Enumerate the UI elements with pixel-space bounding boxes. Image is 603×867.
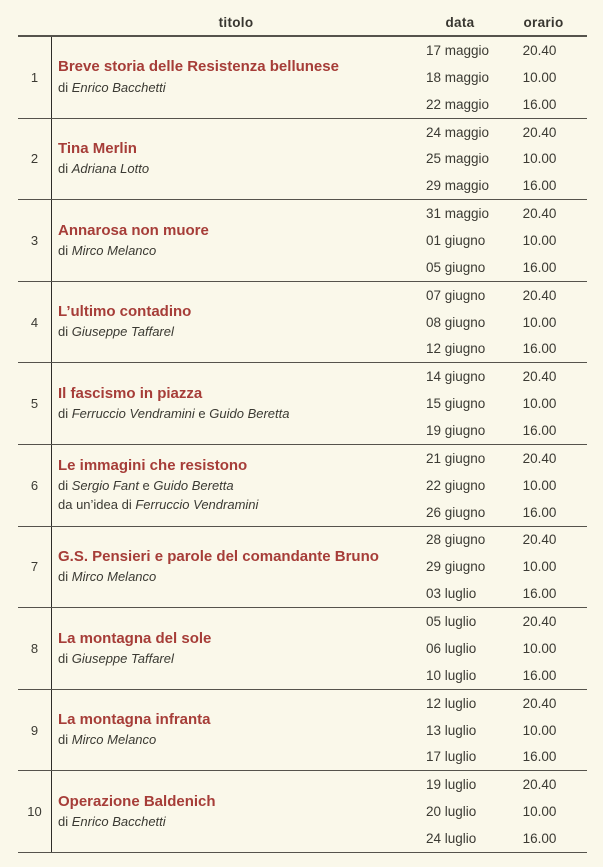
- film-title: Annarosa non muore: [58, 221, 209, 239]
- screening-time: 10.00: [522, 722, 557, 738]
- title-cell: [52, 282, 420, 363]
- screening-date: 13 luglio: [426, 722, 477, 738]
- screening-time: 16.00: [522, 423, 557, 439]
- screening-date: 25 maggio: [426, 151, 490, 167]
- screening-time: 10.00: [522, 69, 557, 85]
- table-row: [18, 690, 587, 772]
- table-row: [18, 37, 587, 119]
- table-header-row: [18, 0, 587, 37]
- screening-time: 16.00: [522, 259, 557, 275]
- table-row: [18, 282, 587, 364]
- credit-person-name: Adriana Lotto: [71, 161, 150, 177]
- screening-date: 28 giugno: [426, 532, 486, 548]
- screening-slot: [420, 635, 587, 662]
- screening-slot: [420, 662, 587, 689]
- screening-slot: [420, 743, 587, 770]
- screening-time: 10.00: [522, 396, 557, 412]
- screening-time: 16.00: [522, 341, 557, 357]
- credit-line: [58, 567, 420, 587]
- credit-person-name: Mirco Melanco: [71, 242, 157, 258]
- screening-date: 31 maggio: [426, 206, 490, 222]
- schedule-cell: [420, 119, 587, 200]
- title-cell: [52, 119, 420, 200]
- credit-line: [58, 404, 420, 424]
- credit-person-name: Ferruccio Vendramini: [71, 406, 195, 422]
- screening-time: 20.40: [522, 777, 557, 793]
- screening-slot: [420, 798, 587, 825]
- screening-time: 16.00: [522, 830, 557, 846]
- credit-person-name: Guido Beretta: [209, 406, 290, 422]
- screening-time: 20.40: [522, 124, 557, 140]
- screening-date: 29 giugno: [426, 559, 486, 575]
- column-header-data: data: [445, 15, 475, 30]
- credit-line: [58, 241, 420, 261]
- film-title: Il fascismo in piazza: [58, 384, 203, 402]
- screening-slot: [420, 172, 587, 199]
- screening-date: 07 giugno: [426, 287, 486, 303]
- screening-slot: [420, 64, 587, 91]
- row-number: 10: [18, 771, 52, 852]
- screening-time: 16.00: [522, 667, 557, 683]
- screening-date: 22 maggio: [426, 96, 490, 112]
- screening-slot: [420, 771, 587, 798]
- credit-text: da un’idea di: [58, 497, 136, 513]
- screening-date: 08 giugno: [426, 314, 486, 330]
- screening-slot: [420, 282, 587, 309]
- screening-slot: [420, 499, 587, 526]
- screening-date: 10 luglio: [426, 667, 477, 683]
- screening-date: 19 giugno: [426, 423, 486, 439]
- credit-text: di: [58, 569, 72, 585]
- screening-time: 10.00: [522, 559, 557, 575]
- screening-date: 12 giugno: [426, 341, 486, 357]
- film-title: Tina Merlin: [58, 140, 137, 158]
- screening-date: 19 luglio: [426, 777, 477, 793]
- credit-text: di: [58, 324, 72, 340]
- table-row: [18, 527, 587, 609]
- screening-time: 16.00: [522, 749, 557, 765]
- screening-slot: [420, 37, 587, 64]
- screening-date: 17 luglio: [426, 749, 477, 765]
- screening-slot: [420, 254, 587, 281]
- credit-text: di: [58, 79, 72, 95]
- film-title: Le immagini che resistono: [58, 456, 248, 474]
- screening-slot: [420, 717, 587, 744]
- screening-date: 29 maggio: [426, 178, 490, 194]
- screening-time: 10.00: [522, 640, 557, 656]
- credit-person-name: Mirco Melanco: [71, 732, 157, 748]
- credit-text: di: [58, 161, 72, 177]
- credit-text: e: [138, 477, 154, 493]
- screening-slot: [420, 336, 587, 363]
- screening-slot: [420, 145, 587, 172]
- credit-line: [58, 495, 420, 515]
- table-body: [18, 37, 587, 853]
- credit-text: di: [58, 732, 72, 748]
- row-number: 2: [18, 119, 52, 200]
- screening-time: 10.00: [522, 477, 557, 493]
- row-number: 1: [18, 37, 52, 118]
- screening-date: 01 giugno: [426, 232, 486, 248]
- screening-time: 16.00: [522, 178, 557, 194]
- screening-time: 20.40: [522, 369, 557, 385]
- credit-line: [58, 730, 420, 750]
- credit-line: [58, 476, 420, 496]
- film-title: Operazione Baldenich: [58, 792, 216, 810]
- credit-person-name: Sergio Fant: [71, 477, 139, 493]
- title-cell: [52, 37, 420, 118]
- schedule-cell: [420, 527, 587, 608]
- film-title: G.S. Pensieri e parole del comandante Bruno: [58, 547, 379, 565]
- screening-date: 26 giugno: [426, 504, 486, 520]
- screening-slot: [420, 363, 587, 390]
- title-cell: [52, 200, 420, 281]
- screening-date: 05 luglio: [426, 614, 477, 630]
- schedule-cell: [420, 363, 587, 444]
- row-number: 3: [18, 200, 52, 281]
- film-title: La montagna infranta: [58, 711, 211, 729]
- film-title: L’ultimo contadino: [58, 303, 192, 321]
- row-number: 8: [18, 608, 52, 689]
- screening-slot: [420, 690, 587, 717]
- film-title: Breve storia delle Resistenza bellunese: [58, 58, 339, 76]
- table-row: [18, 608, 587, 690]
- screening-time: 20.40: [522, 206, 557, 222]
- screening-date: 14 giugno: [426, 369, 486, 385]
- screening-slot: [420, 825, 587, 852]
- credit-person-name: Giuseppe Taffarel: [71, 650, 174, 666]
- column-header-titolo: titolo: [218, 15, 254, 30]
- screening-slot: [420, 417, 587, 444]
- row-number: 9: [18, 690, 52, 771]
- screening-time: 20.40: [522, 450, 557, 466]
- film-title: La montagna del sole: [58, 629, 212, 647]
- row-number: 7: [18, 527, 52, 608]
- table-row: [18, 200, 587, 282]
- screening-time: 16.00: [522, 96, 557, 112]
- schedule-cell: [420, 608, 587, 689]
- screening-slot: [420, 390, 587, 417]
- screening-slot: [420, 309, 587, 336]
- credit-text: di: [58, 650, 72, 666]
- screening-date: 24 luglio: [426, 830, 477, 846]
- credit-line: [58, 322, 420, 342]
- screening-date: 21 giugno: [426, 450, 486, 466]
- screening-time: 10.00: [522, 804, 557, 820]
- credit-line: [58, 159, 420, 179]
- screening-time: 20.40: [522, 287, 557, 303]
- screening-time: 10.00: [522, 151, 557, 167]
- screening-date: 15 giugno: [426, 396, 486, 412]
- table-row: [18, 771, 587, 853]
- credit-text: di: [58, 477, 72, 493]
- screening-date: 12 luglio: [426, 695, 477, 711]
- credit-person-name: Guido Beretta: [153, 477, 234, 493]
- screening-date: 24 maggio: [426, 124, 490, 140]
- screening-date: 17 maggio: [426, 42, 490, 58]
- screening-slot: [420, 445, 587, 472]
- credit-text: di: [58, 406, 72, 422]
- schedule-cell: [420, 200, 587, 281]
- screening-slot: [420, 91, 587, 118]
- table-row: [18, 445, 587, 527]
- screening-slot: [420, 119, 587, 146]
- title-cell: [52, 527, 420, 608]
- screening-date: 06 luglio: [426, 640, 477, 656]
- title-cell: [52, 771, 420, 852]
- screening-slot: [420, 527, 587, 554]
- screenings-schedule-table: [18, 0, 587, 853]
- screening-time: 16.00: [522, 586, 557, 602]
- credit-text: e: [194, 406, 210, 422]
- schedule-cell: [420, 445, 587, 526]
- screening-time: 10.00: [522, 314, 557, 330]
- credit-text: di: [58, 814, 72, 830]
- screening-slot: [420, 472, 587, 499]
- table-row: [18, 363, 587, 445]
- schedule-cell: [420, 37, 587, 118]
- column-header-orario: orario: [523, 15, 564, 30]
- screening-slot: [420, 227, 587, 254]
- row-number: 4: [18, 282, 52, 363]
- screening-time: 20.40: [522, 695, 557, 711]
- schedule-cell: [420, 282, 587, 363]
- screening-date: 20 luglio: [426, 804, 477, 820]
- screening-slot: [420, 200, 587, 227]
- screening-date: 18 maggio: [426, 69, 490, 85]
- screening-date: 22 giugno: [426, 477, 486, 493]
- title-cell: [52, 608, 420, 689]
- credit-person-name: Enrico Bacchetti: [71, 79, 166, 95]
- screening-time: 20.40: [522, 532, 557, 548]
- table-row: [18, 119, 587, 201]
- schedule-cell: [420, 771, 587, 852]
- screening-date: 03 luglio: [426, 586, 477, 602]
- screening-slot: [420, 580, 587, 607]
- credit-line: [58, 649, 420, 669]
- title-cell: [52, 690, 420, 771]
- credit-person-name: Mirco Melanco: [71, 569, 157, 585]
- schedule-cell: [420, 690, 587, 771]
- credit-text: di: [58, 242, 72, 258]
- credit-line: [58, 78, 420, 98]
- row-number: 6: [18, 445, 52, 526]
- screening-time: 20.40: [522, 42, 557, 58]
- credit-person-name: Giuseppe Taffarel: [71, 324, 174, 340]
- title-cell: [52, 363, 420, 444]
- screening-date: 05 giugno: [426, 259, 486, 275]
- credit-person-name: Ferruccio Vendramini: [135, 497, 259, 513]
- credit-line: [58, 812, 420, 832]
- screening-time: 20.40: [522, 614, 557, 630]
- row-number: 5: [18, 363, 52, 444]
- title-cell: [52, 445, 420, 526]
- screening-time: 10.00: [522, 232, 557, 248]
- credit-person-name: Enrico Bacchetti: [71, 814, 166, 830]
- screening-slot: [420, 608, 587, 635]
- screening-slot: [420, 553, 587, 580]
- screening-time: 16.00: [522, 504, 557, 520]
